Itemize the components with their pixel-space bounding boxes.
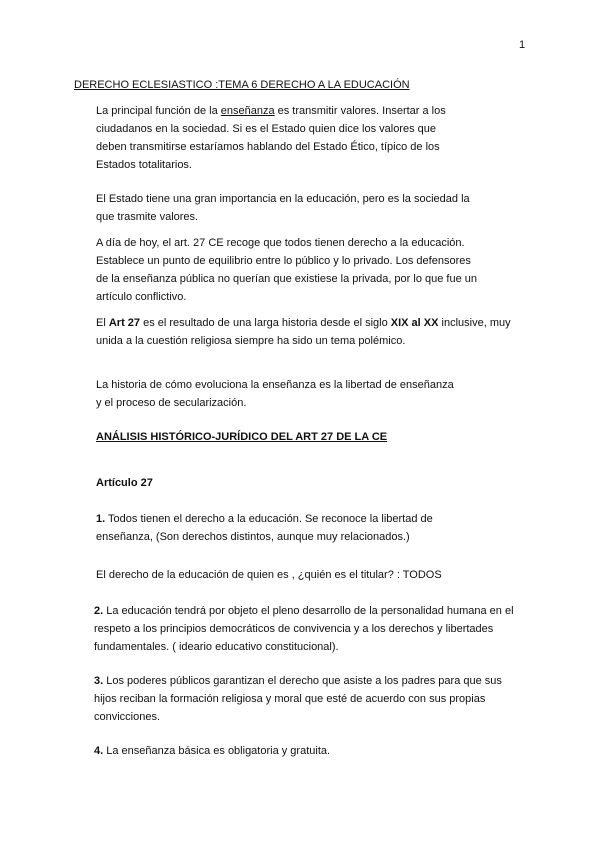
item-text: Los poderes públicos garantizan el derecho que asiste a los padres para que sus hijos reciban la formación religiosa y moral que esté de acuerdo con sus propias convicciones. <box>94 675 502 723</box>
item-text: Todos tienen el derecho a la educación. Se reconoce la libertad de enseñanza, (Son derechos distintos, aunque muy relacionados.) <box>96 513 433 543</box>
paragraph-article-27: A día de hoy, el art. 27 CE recoge que todos tienen derecho a la educación. Establece un punto de equilibrio entre lo público y lo privado. Los defensores de la enseñanza pública no querían que existiese la privada, por lo que fue un artículo conflictivo. <box>96 237 477 303</box>
paragraph-text: es el resultado de una larga historia desde el siglo <box>140 317 391 329</box>
paragraph-text: La principal función de la <box>96 105 221 117</box>
item-number: 1. <box>96 513 106 525</box>
article-item-4 <box>94 742 514 760</box>
paragraph-education-function <box>96 102 451 174</box>
item-number: 3. <box>94 675 104 687</box>
item-number: 2. <box>94 605 104 617</box>
item-text: La educación tendrá por objeto el pleno desarrollo de la personalidad humana en el respeto a los principios democráticos de convivencia y a los derechos y libertades fundamentales. ( ideario educativo constitucional). <box>94 605 514 653</box>
item-text: La enseñanza básica es obligatoria y gratuita. <box>103 745 331 757</box>
article-item-1 <box>96 510 441 546</box>
bold-term: al <box>408 317 424 329</box>
article-item-3 <box>94 672 514 726</box>
paragraph-state-role: El Estado tiene una gran importancia en la educación, pero es la sociedad la que trasmite valores. <box>96 193 470 223</box>
item-number: 4. <box>94 745 104 757</box>
article-item-2 <box>94 602 514 656</box>
bold-term: Art 27 <box>108 317 141 329</box>
bold-term: XX <box>423 317 439 329</box>
document-title: DERECHO ECLESIASTICO :TEMA 6 DERECHO A LA EDUCACIÓN <box>74 79 410 91</box>
paragraph-text: es transmitir valores. Insertar a los ciudadanos en la sociedad. Si es el Estado quien dice los valores que deben transmitirse estaríamos hablando del Estado Ético, típico de los Estados totalitarios. <box>96 105 446 171</box>
question-line: El derecho de la educación de quien es , ¿quién es el titular? : TODOS <box>96 569 442 581</box>
section-heading: ANÁLISIS HISTÓRICO-JURÍDICO DEL ART 27 DE LA CE <box>96 431 388 443</box>
article-heading: Artículo 27 <box>96 477 153 489</box>
paragraph-history <box>96 314 511 350</box>
page-number: 1 <box>519 39 526 51</box>
paragraph-text: El <box>96 317 109 329</box>
paragraph-text: inclusive, muy unida a la cuestión religiosa siempre ha sido un tema polémico. <box>96 317 511 347</box>
bold-term: XIX <box>390 317 409 329</box>
paragraph-secularization: La historia de cómo evoluciona la enseñanza es la libertad de enseñanza y el proceso de secularización. <box>96 379 454 409</box>
underlined-term: enseñanza <box>220 105 275 117</box>
